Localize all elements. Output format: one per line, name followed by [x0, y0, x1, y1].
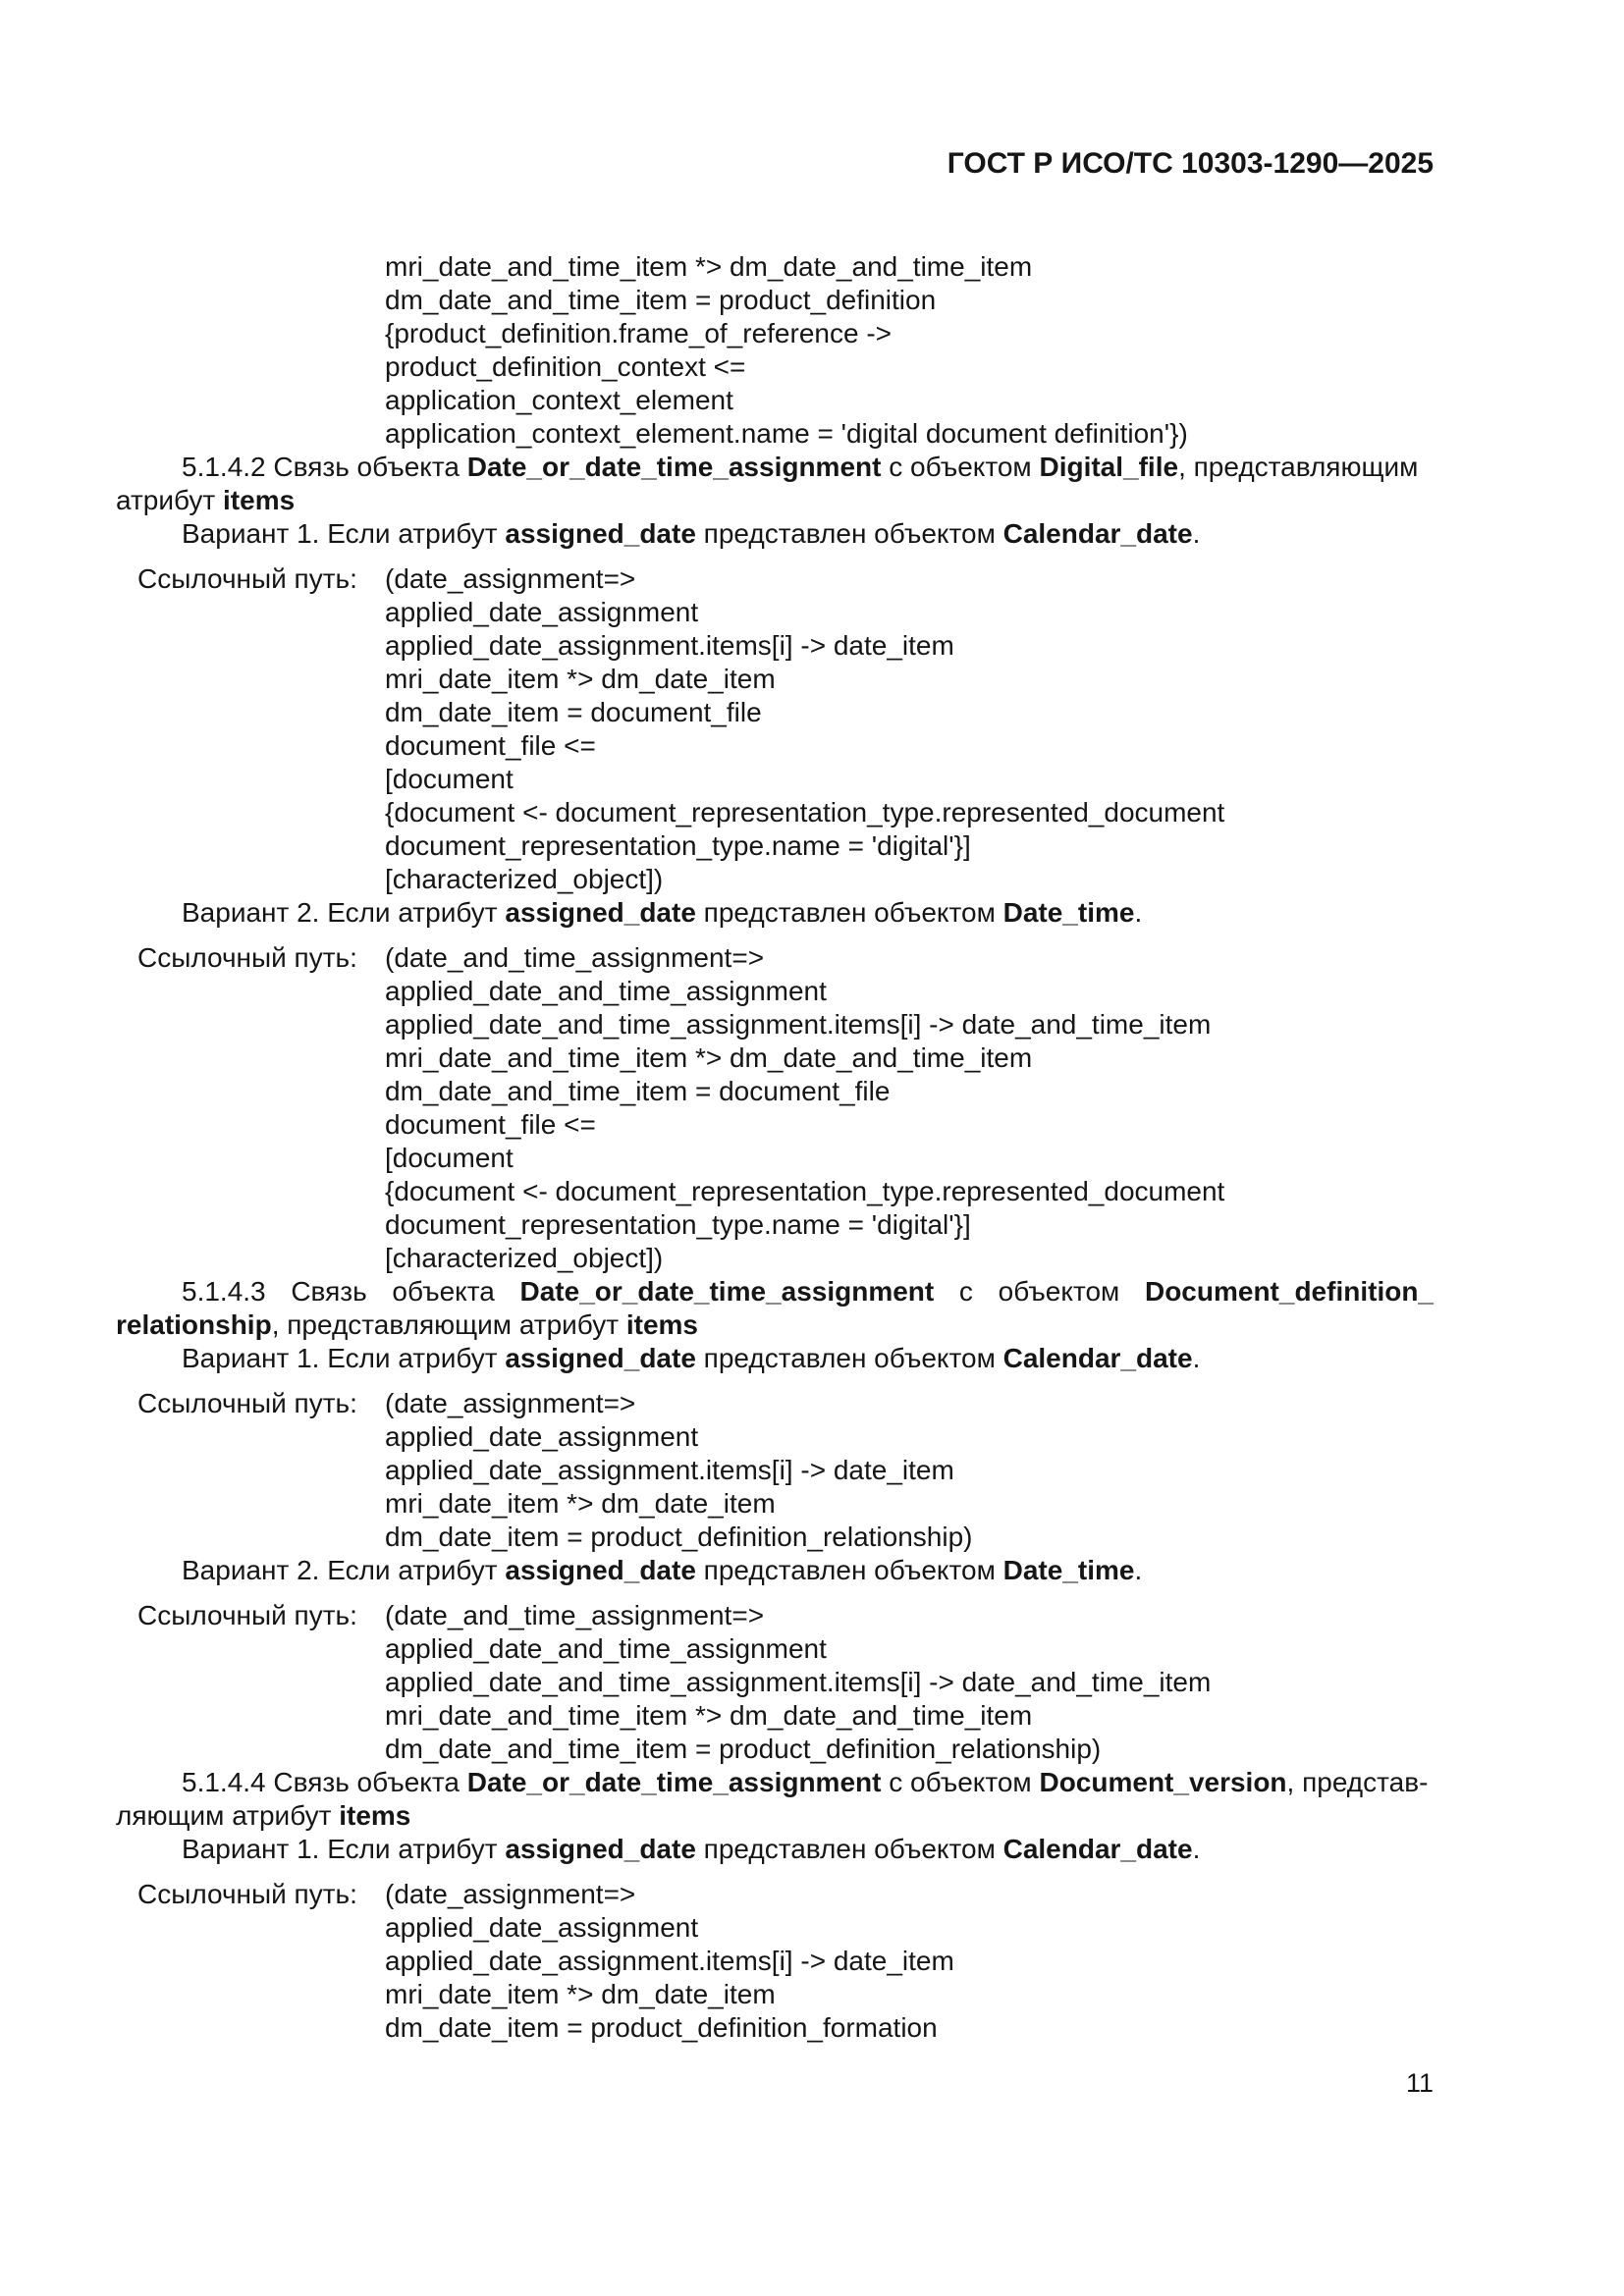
- reference-path-block: [116, 941, 1434, 1275]
- text-run: , представляющим атрибут: [271, 1309, 626, 1340]
- text-run: Вариант 2. Если атрибут: [182, 897, 506, 928]
- text-run: , представ-: [1286, 1767, 1429, 1797]
- code-line: applied_date_assignment.items[i] -> date_item: [385, 1455, 954, 1485]
- reference-path-lines: [385, 562, 1434, 896]
- code-line: dm_date_item = product_definition_formation: [385, 2012, 938, 2043]
- text-run: представлен объектом: [695, 1834, 1003, 1864]
- reference-path-block: [116, 1387, 1434, 1554]
- variant-2-line: [116, 896, 1434, 930]
- code-line: dm_date_and_time_item = product_definition: [385, 285, 937, 315]
- text-run: с объектом: [934, 1276, 1145, 1307]
- section-heading-5-1-4-3-line1: [116, 1275, 1434, 1308]
- text-run: 5.1.4.3 Связь объекта: [182, 1276, 520, 1307]
- code-line: mri_date_item *> dm_date_item: [385, 1488, 776, 1519]
- code-line: dm_date_item = document_file: [385, 697, 762, 727]
- reference-path-lines: [385, 1387, 1434, 1554]
- code-line: applied_date_and_time_assignment.items[i] -> date_and_time_item: [385, 1667, 1212, 1697]
- text-run: Вариант 1. Если атрибут: [182, 1343, 506, 1373]
- text-run: с объектом: [881, 1767, 1040, 1797]
- variant-1-line: [116, 1833, 1434, 1866]
- attribute-name: items: [625, 1309, 698, 1340]
- code-line: document_representation_type.name = 'digital'}]: [385, 1209, 971, 1240]
- section-heading-5-1-4-2-line2: [116, 484, 1434, 517]
- entity-name: Date_time: [1002, 897, 1135, 928]
- code-line: (date_assignment=>: [385, 1388, 636, 1418]
- page-number: 11: [1405, 2068, 1434, 2098]
- entity-name: Date_or_date_time_assignment: [519, 1276, 935, 1307]
- entity-name: Document_version: [1039, 1767, 1287, 1797]
- section-heading-5-1-4-4-line1: [116, 1766, 1434, 1799]
- text-run: 5.1.4.4 Связь объекта: [182, 1767, 467, 1797]
- variant-1-line: [116, 1342, 1434, 1375]
- code-line: applied_date_assignment.items[i] -> date_item: [385, 1946, 954, 1976]
- code-line: applied_date_assignment: [385, 1912, 699, 1943]
- code-line: mri_date_and_time_item *> dm_date_and_time_item: [385, 251, 1033, 282]
- code-line: {document <- document_representation_type.represented_document: [385, 797, 1225, 828]
- text-run: представлен объектом: [695, 1555, 1003, 1585]
- code-line: (date_assignment=>: [385, 1879, 636, 1909]
- section-heading-5-1-4-2-line1: [116, 451, 1434, 484]
- code-line: {document <- document_representation_type.represented_document: [385, 1176, 1225, 1206]
- code-line: product_definition_context <=: [385, 351, 746, 382]
- reference-path-lines: [385, 941, 1434, 1275]
- reference-path-label: Ссылочный путь:: [137, 1388, 357, 1418]
- code-line: mri_date_and_time_item *> dm_date_and_time_item: [385, 1700, 1033, 1731]
- code-line: dm_date_and_time_item = product_definition_relationship): [385, 1734, 1102, 1764]
- reference-path-lines: [385, 1599, 1434, 1766]
- attribute-name: items: [339, 1800, 411, 1831]
- text-run: .: [1192, 518, 1201, 549]
- code-line: mri_date_and_time_item *> dm_date_and_time_item: [385, 1042, 1033, 1073]
- code-line: applied_date_and_time_assignment: [385, 976, 827, 1006]
- section-heading-5-1-4-3-line2: [116, 1308, 1434, 1342]
- page-header-standard-number: ГОСТ Р ИСО/ТС 10303-1290—2025: [947, 147, 1434, 180]
- code-line: applied_date_assignment: [385, 1421, 699, 1452]
- text-run: .: [1134, 897, 1143, 928]
- variant-1-line: [116, 517, 1434, 551]
- text-run: представлен объектом: [695, 1343, 1003, 1373]
- text-run: Вариант 1. Если атрибут: [182, 1834, 506, 1864]
- code-line: document_file <=: [385, 1109, 596, 1140]
- reference-path-block: [116, 1599, 1434, 1766]
- code-line: [document: [385, 764, 514, 794]
- entity-name: relationship: [116, 1309, 272, 1340]
- reference-path-lines: [385, 1878, 1434, 2045]
- code-line: dm_date_and_time_item = document_file: [385, 1076, 891, 1106]
- code-line: mri_date_item *> dm_date_item: [385, 664, 776, 694]
- code-line: document_representation_type.name = 'digital'}]: [385, 830, 971, 861]
- code-line: mri_date_item *> dm_date_item: [385, 1979, 776, 2009]
- attribute-name: assigned_date: [505, 1834, 696, 1864]
- attribute-name: items: [223, 485, 296, 515]
- code-line: applied_date_assignment.items[i] -> date_item: [385, 630, 954, 661]
- text-run: 5.1.4.2 Связь объекта: [182, 452, 467, 482]
- code-line: [characterized_object]): [385, 1243, 664, 1273]
- variant-2-line: [116, 1554, 1434, 1587]
- text-run: с объектом: [881, 452, 1040, 482]
- attribute-name: assigned_date: [505, 897, 696, 928]
- section-heading-5-1-4-4-line2: [116, 1799, 1434, 1833]
- code-line: dm_date_item = product_definition_relationship): [385, 1522, 973, 1552]
- page-content: [116, 250, 1434, 2045]
- entity-name: Calendar_date: [1002, 1343, 1193, 1373]
- entity-name: Digital_file: [1039, 452, 1179, 482]
- text-run: ляющим атрибут: [116, 1800, 340, 1831]
- reference-path-label: Ссылочный путь:: [137, 563, 357, 594]
- attribute-name: assigned_date: [505, 1343, 696, 1373]
- entity-name: Calendar_date: [1002, 1834, 1193, 1864]
- code-line: (date_and_time_assignment=>: [385, 942, 765, 973]
- reference-path-block: [116, 562, 1434, 896]
- text-run: , представляющим: [1178, 452, 1419, 482]
- code-line: (date_and_time_assignment=>: [385, 1600, 765, 1630]
- code-line: applied_date_assignment: [385, 597, 699, 627]
- entity-name: Date_time: [1002, 1555, 1135, 1585]
- code-line: applied_date_and_time_assignment: [385, 1633, 827, 1664]
- text-run: .: [1192, 1834, 1201, 1864]
- attribute-name: assigned_date: [505, 1555, 696, 1585]
- reference-path-continuation: [385, 250, 1434, 451]
- text-run: Вариант 2. Если атрибут: [182, 1555, 506, 1585]
- text-run: представлен объектом: [695, 518, 1003, 549]
- reference-path-block: [116, 1878, 1434, 2045]
- code-line: (date_assignment=>: [385, 563, 636, 594]
- code-line: document_file <=: [385, 730, 596, 761]
- code-line: application_context_element.name = 'digital document definition'}): [385, 418, 1188, 449]
- text-run: .: [1192, 1343, 1201, 1373]
- text-run: представлен объектом: [695, 897, 1003, 928]
- code-line: [document: [385, 1143, 514, 1173]
- code-line: applied_date_and_time_assignment.items[i] -> date_and_time_item: [385, 1009, 1212, 1040]
- code-line: {product_definition.frame_of_reference ->: [385, 318, 892, 348]
- entity-name: Date_or_date_time_assignment: [466, 452, 882, 482]
- code-line: application_context_element: [385, 385, 733, 415]
- text-run: атрибут: [116, 485, 224, 515]
- entity-name: Date_or_date_time_assignment: [466, 1767, 882, 1797]
- reference-path-label: Ссылочный путь:: [137, 942, 357, 973]
- code-line: [characterized_object]): [385, 864, 664, 894]
- text-run: Вариант 1. Если атрибут: [182, 518, 506, 549]
- reference-path-label: Ссылочный путь:: [137, 1879, 357, 1909]
- text-run: .: [1134, 1555, 1143, 1585]
- reference-path-label: Ссылочный путь:: [137, 1600, 357, 1630]
- entity-name: Calendar_date: [1002, 518, 1193, 549]
- attribute-name: assigned_date: [505, 518, 696, 549]
- entity-name: Document_definition_: [1144, 1276, 1434, 1307]
